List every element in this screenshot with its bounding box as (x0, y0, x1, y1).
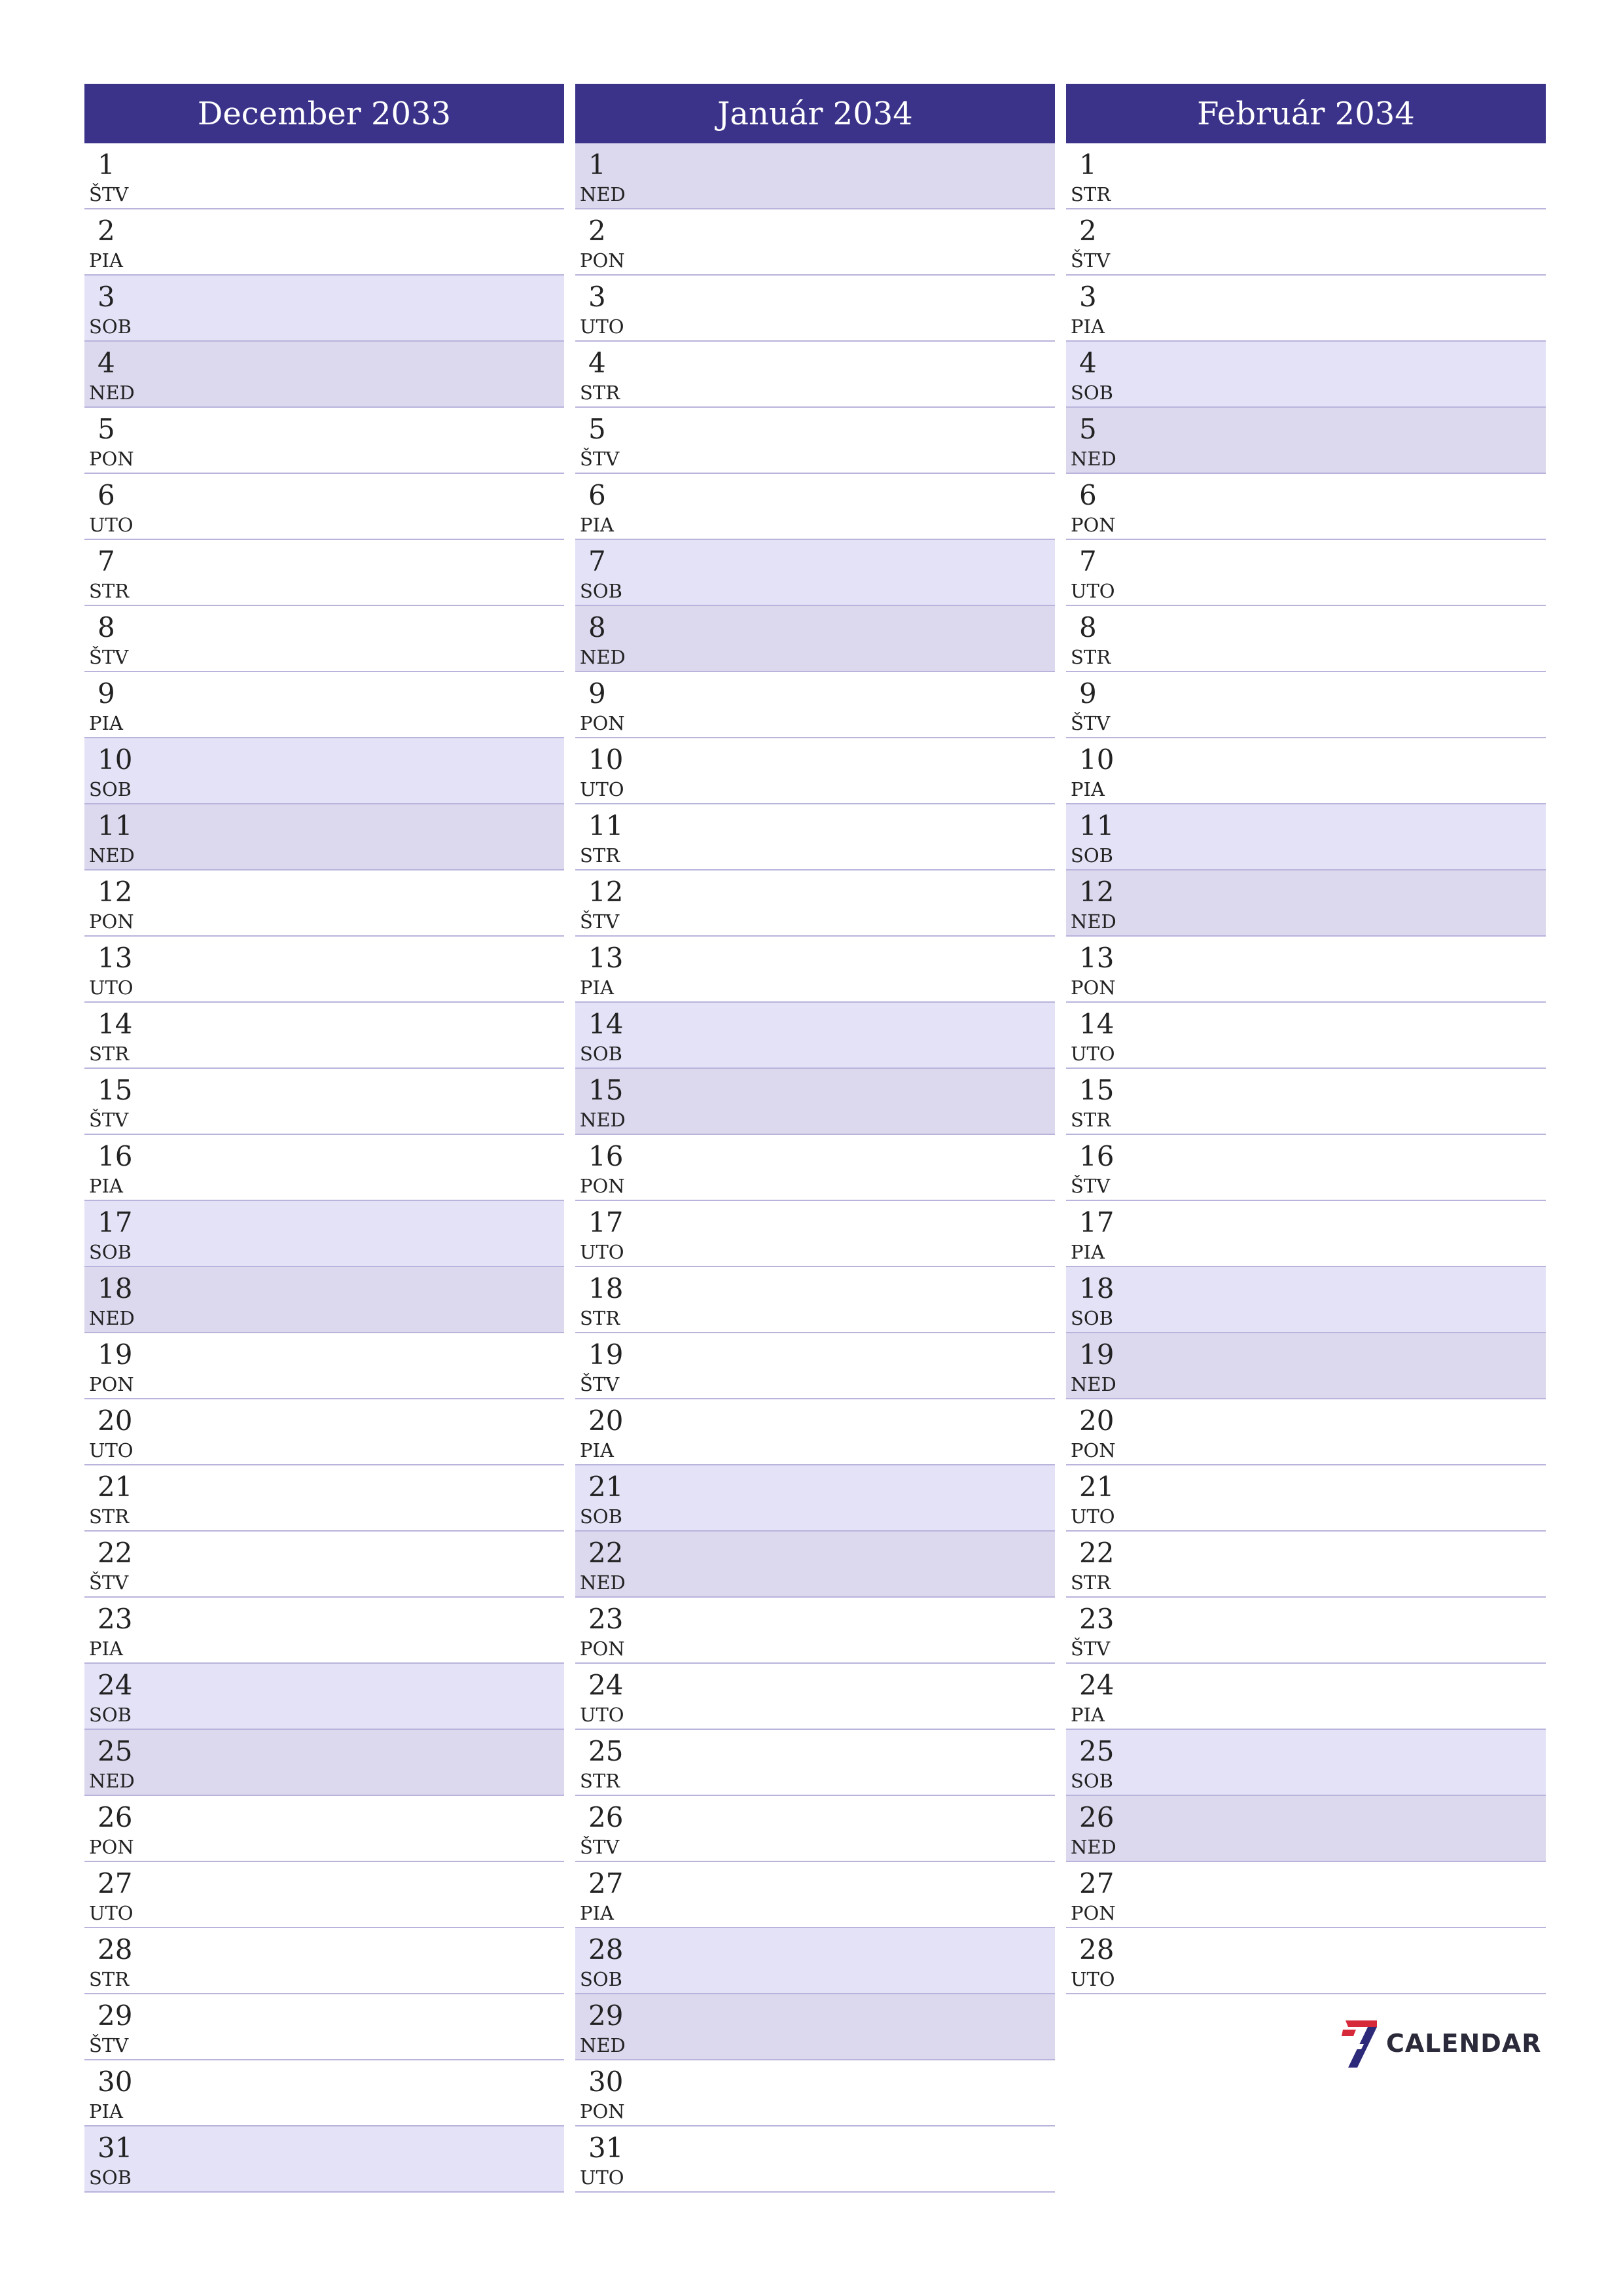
day-number: 22 (588, 1537, 624, 1569)
weekday-label: NED (580, 183, 626, 206)
weekday-label: STR (89, 580, 130, 602)
day-number: 17 (98, 1206, 133, 1238)
day-number: 29 (98, 2000, 133, 2032)
day-row[interactable] (575, 1267, 1055, 1333)
day-number: 19 (98, 1338, 133, 1371)
day-row[interactable] (84, 870, 564, 937)
weekday-label: NED (1071, 448, 1116, 470)
weekday-label: PIA (580, 514, 614, 536)
weekday-label: ŠTV (89, 2034, 129, 2056)
day-row[interactable] (575, 672, 1055, 738)
day-row[interactable] (575, 1664, 1055, 1730)
weekday-label: STR (1071, 183, 1111, 206)
day-number: 27 (1079, 1867, 1115, 1899)
day-number: 13 (98, 942, 133, 974)
weekday-label: PIA (89, 712, 123, 734)
day-number: 14 (588, 1008, 624, 1040)
weekday-label: ŠTV (1071, 712, 1111, 734)
weekday-label: SOB (1071, 844, 1113, 867)
weekday-label: SOB (89, 1704, 132, 1726)
month-title: December 2033 (84, 84, 564, 143)
weekday-label: SOB (89, 315, 132, 338)
weekday-label: PIA (580, 977, 614, 999)
day-number: 11 (98, 810, 133, 842)
day-row[interactable] (575, 1862, 1055, 1928)
seven-logo-icon (1342, 2018, 1380, 2069)
day-row[interactable] (84, 1796, 564, 1862)
day-row[interactable] (575, 1796, 1055, 1862)
day-number: 11 (1079, 810, 1115, 842)
day-row[interactable] (1066, 1399, 1546, 1465)
day-row[interactable] (84, 606, 564, 672)
weekday-label: UTO (580, 1704, 624, 1726)
day-row[interactable] (84, 804, 564, 870)
day-number: 8 (588, 611, 606, 643)
day-row[interactable] (1066, 408, 1546, 474)
day-row[interactable] (1066, 209, 1546, 276)
day-number: 21 (1079, 1471, 1115, 1503)
day-number: 28 (588, 1933, 624, 1965)
day-row[interactable] (1066, 937, 1546, 1003)
day-row[interactable] (1066, 143, 1546, 209)
weekday-label: UTO (1071, 1505, 1115, 1528)
weekday-label: PON (1071, 514, 1116, 536)
day-number: 1 (588, 149, 606, 181)
day-row[interactable] (84, 2060, 564, 2126)
day-number: 21 (588, 1471, 624, 1503)
weekday-label: PIA (1071, 778, 1105, 800)
logo-text: CALENDAR (1386, 2029, 1542, 2058)
day-row[interactable] (1066, 1598, 1546, 1664)
day-number: 18 (98, 1272, 133, 1304)
day-number: 16 (1079, 1140, 1115, 1172)
day-row[interactable] (575, 540, 1055, 606)
day-number: 12 (588, 876, 624, 908)
day-row[interactable] (84, 1069, 564, 1135)
weekday-label: SOB (580, 580, 622, 602)
day-row[interactable] (84, 672, 564, 738)
weekday-label: SOB (1071, 1307, 1113, 1329)
day-row[interactable] (575, 1399, 1055, 1465)
weekday-label: NED (1071, 910, 1116, 933)
day-row[interactable] (575, 1928, 1055, 1994)
day-row[interactable] (1066, 1664, 1546, 1730)
weekday-label: SOB (89, 1241, 132, 1263)
day-number: 7 (588, 545, 606, 577)
weekday-label: NED (580, 1571, 626, 1594)
day-row[interactable] (575, 209, 1055, 276)
day-row[interactable] (575, 804, 1055, 870)
weekday-label: PON (89, 1373, 134, 1395)
day-number: 9 (1079, 677, 1097, 709)
day-number: 7 (1079, 545, 1097, 577)
weekday-label: UTO (89, 1902, 134, 1924)
day-row[interactable] (84, 540, 564, 606)
day-number: 2 (98, 215, 115, 247)
weekday-label: UTO (1071, 580, 1115, 602)
weekday-label: SOB (580, 1043, 622, 1065)
day-number: 6 (588, 479, 606, 511)
weekday-label: NED (580, 2034, 626, 2056)
day-number: 26 (98, 1801, 133, 1833)
weekday-label: UTO (580, 315, 624, 338)
day-number: 2 (588, 215, 606, 247)
day-row[interactable] (1066, 1333, 1546, 1399)
day-row[interactable] (575, 474, 1055, 540)
weekday-label: PIA (1071, 315, 1105, 338)
day-row[interactable] (1066, 1862, 1546, 1928)
day-row[interactable] (575, 2126, 1055, 2193)
day-number: 5 (588, 413, 606, 445)
day-number: 18 (1079, 1272, 1115, 1304)
weekday-label: UTO (1071, 1968, 1115, 1990)
weekday-label: UTO (89, 514, 134, 536)
day-row[interactable] (575, 143, 1055, 209)
day-number: 30 (98, 2066, 133, 2098)
weekday-label: STR (580, 1307, 620, 1329)
day-number: 14 (1079, 1008, 1115, 1040)
weekday-label: PIA (1071, 1241, 1105, 1263)
day-number: 10 (1079, 744, 1115, 776)
day-number: 3 (98, 281, 115, 313)
month-column-january (575, 84, 1055, 2193)
weekday-label: STR (580, 1770, 620, 1792)
day-row[interactable] (84, 474, 564, 540)
day-row[interactable] (1066, 870, 1546, 937)
weekday-label: PON (89, 1836, 134, 1858)
day-row[interactable] (1066, 342, 1546, 408)
day-number: 12 (98, 876, 133, 908)
day-row[interactable] (575, 1465, 1055, 1532)
weekday-label: SOB (580, 1968, 622, 1990)
day-row[interactable] (1066, 474, 1546, 540)
day-row[interactable] (1066, 1003, 1546, 1069)
brand-logo (1342, 2017, 1542, 2070)
day-number: 23 (98, 1603, 133, 1635)
day-row[interactable] (84, 408, 564, 474)
weekday-label: PON (89, 448, 134, 470)
weekday-label: PON (580, 249, 625, 272)
day-row[interactable] (575, 1730, 1055, 1796)
day-row[interactable] (1066, 1201, 1546, 1267)
day-row[interactable] (84, 143, 564, 209)
day-number: 18 (588, 1272, 624, 1304)
day-number: 27 (98, 1867, 133, 1899)
day-row[interactable] (575, 1003, 1055, 1069)
weekday-label: ŠTV (580, 1836, 620, 1858)
weekday-label: SOB (1071, 382, 1113, 404)
day-number: 2 (1079, 215, 1097, 247)
day-number: 10 (588, 744, 624, 776)
weekday-label: PON (580, 1175, 625, 1197)
day-row[interactable] (84, 1003, 564, 1069)
weekday-label: PON (580, 2100, 625, 2123)
weekday-label: UTO (580, 2166, 624, 2189)
weekday-label: PON (1071, 1902, 1116, 1924)
weekday-label: NED (89, 1770, 135, 1792)
day-number: 22 (1079, 1537, 1115, 1569)
day-row[interactable] (575, 2060, 1055, 2126)
weekday-label: PON (89, 910, 134, 933)
weekday-label: PIA (89, 2100, 123, 2123)
day-row[interactable] (1066, 1928, 1546, 1994)
day-row[interactable] (84, 1333, 564, 1399)
weekday-label: PIA (89, 1638, 123, 1660)
day-number: 4 (588, 347, 606, 379)
day-number: 25 (588, 1735, 624, 1767)
day-row[interactable] (84, 1201, 564, 1267)
day-number: 4 (98, 347, 115, 379)
weekday-label: ŠTV (89, 1109, 129, 1131)
day-row[interactable] (1066, 606, 1546, 672)
weekday-label: PIA (1071, 1704, 1105, 1726)
day-number: 6 (98, 479, 115, 511)
day-number: 15 (1079, 1074, 1115, 1106)
day-row[interactable] (1066, 804, 1546, 870)
day-number: 28 (98, 1933, 133, 1965)
weekday-label: PON (1071, 1439, 1116, 1462)
day-row[interactable] (1066, 1730, 1546, 1796)
day-number: 13 (1079, 942, 1115, 974)
day-row[interactable] (84, 276, 564, 342)
day-row[interactable] (84, 1532, 564, 1598)
day-number: 22 (98, 1537, 133, 1569)
month-column-december (84, 84, 564, 2193)
day-row[interactable] (1066, 1267, 1546, 1333)
day-number: 21 (98, 1471, 133, 1503)
weekday-label: UTO (89, 977, 134, 999)
day-number: 5 (1079, 413, 1097, 445)
day-number: 29 (588, 2000, 624, 2032)
day-number: 7 (98, 545, 115, 577)
weekday-label: PON (1071, 977, 1116, 999)
day-list (84, 143, 564, 2193)
weekday-label: SOB (580, 1505, 622, 1528)
weekday-label: SOB (89, 778, 132, 800)
month-column-february (1066, 84, 1546, 1994)
day-row[interactable] (575, 937, 1055, 1003)
day-row[interactable] (1066, 1465, 1546, 1532)
day-number: 5 (98, 413, 115, 445)
day-row[interactable] (575, 342, 1055, 408)
day-row[interactable] (84, 1730, 564, 1796)
day-row[interactable] (84, 1862, 564, 1928)
day-number: 10 (98, 744, 133, 776)
day-number: 9 (588, 677, 606, 709)
day-number: 23 (1079, 1603, 1115, 1635)
weekday-label: PIA (580, 1902, 614, 1924)
weekday-label: ŠTV (89, 1571, 129, 1594)
day-row[interactable] (1066, 1796, 1546, 1862)
day-row[interactable] (1066, 1069, 1546, 1135)
day-row[interactable] (575, 1333, 1055, 1399)
day-row[interactable] (575, 1069, 1055, 1135)
day-number: 16 (588, 1140, 624, 1172)
day-number: 23 (588, 1603, 624, 1635)
day-number: 24 (98, 1669, 133, 1701)
weekday-label: UTO (89, 1439, 134, 1462)
weekday-label: ŠTV (89, 183, 129, 206)
day-row[interactable] (575, 1135, 1055, 1201)
day-row[interactable] (84, 1994, 564, 2060)
weekday-label: STR (580, 844, 620, 867)
day-number: 1 (1079, 149, 1097, 181)
weekday-label: STR (89, 1505, 130, 1528)
day-number: 14 (98, 1008, 133, 1040)
day-number: 20 (1079, 1405, 1115, 1437)
day-row[interactable] (84, 937, 564, 1003)
day-row[interactable] (84, 1267, 564, 1333)
weekday-label: UTO (1071, 1043, 1115, 1065)
weekday-label: STR (1071, 646, 1111, 668)
day-row[interactable] (575, 870, 1055, 937)
weekday-label: PON (580, 712, 625, 734)
day-list (575, 143, 1055, 2193)
day-number: 15 (588, 1074, 624, 1106)
day-row[interactable] (84, 1465, 564, 1532)
day-number: 20 (588, 1405, 624, 1437)
day-number: 13 (588, 942, 624, 974)
day-number: 3 (588, 281, 606, 313)
day-number: 28 (1079, 1933, 1115, 1965)
day-number: 31 (588, 2132, 624, 2164)
day-number: 17 (588, 1206, 624, 1238)
day-number: 15 (98, 1074, 133, 1106)
day-number: 3 (1079, 281, 1097, 313)
day-row[interactable] (575, 276, 1055, 342)
day-number: 8 (98, 611, 115, 643)
weekday-label: ŠTV (580, 1373, 620, 1395)
weekday-label: ŠTV (1071, 1175, 1111, 1197)
weekday-label: PIA (89, 1175, 123, 1197)
weekday-label: SOB (1071, 1770, 1113, 1792)
day-row[interactable] (1066, 1135, 1546, 1201)
day-number: 9 (98, 677, 115, 709)
day-row[interactable] (84, 209, 564, 276)
day-row[interactable] (84, 1598, 564, 1664)
day-row[interactable] (84, 1399, 564, 1465)
weekday-label: STR (1071, 1571, 1111, 1594)
weekday-label: NED (89, 382, 135, 404)
month-title: Január 2034 (575, 84, 1055, 143)
day-number: 8 (1079, 611, 1097, 643)
weekday-label: PON (580, 1638, 625, 1660)
day-row[interactable] (84, 342, 564, 408)
day-row[interactable] (84, 1135, 564, 1201)
day-number: 26 (1079, 1801, 1115, 1833)
weekday-label: ŠTV (1071, 249, 1111, 272)
day-number: 11 (588, 810, 624, 842)
day-row[interactable] (1066, 672, 1546, 738)
day-row[interactable] (575, 1598, 1055, 1664)
weekday-label: PIA (89, 249, 123, 272)
day-row[interactable] (575, 1532, 1055, 1598)
weekday-label: STR (89, 1968, 130, 1990)
weekday-label: PIA (580, 1439, 614, 1462)
weekday-label: NED (89, 1307, 135, 1329)
weekday-label: NED (580, 646, 626, 668)
weekday-label: ŠTV (1071, 1638, 1111, 1660)
day-row[interactable] (84, 2126, 564, 2193)
weekday-label: SOB (89, 2166, 132, 2189)
day-number: 20 (98, 1405, 133, 1437)
weekday-label: NED (1071, 1836, 1116, 1858)
day-row[interactable] (84, 738, 564, 804)
weekday-label: STR (89, 1043, 130, 1065)
day-row[interactable] (575, 738, 1055, 804)
day-row[interactable] (575, 606, 1055, 672)
weekday-label: STR (1071, 1109, 1111, 1131)
day-row[interactable] (1066, 276, 1546, 342)
day-number: 12 (1079, 876, 1115, 908)
day-row[interactable] (1066, 1532, 1546, 1598)
weekday-label: ŠTV (580, 910, 620, 933)
weekday-label: NED (580, 1109, 626, 1131)
day-number: 19 (1079, 1338, 1115, 1371)
day-number: 17 (1079, 1206, 1115, 1238)
day-row[interactable] (84, 1928, 564, 1994)
day-number: 30 (588, 2066, 624, 2098)
weekday-label: ŠTV (580, 448, 620, 470)
day-number: 24 (1079, 1669, 1115, 1701)
month-title: Február 2034 (1066, 84, 1546, 143)
day-number: 25 (98, 1735, 133, 1767)
day-list (1066, 143, 1546, 1994)
weekday-label: NED (89, 844, 135, 867)
day-number: 24 (588, 1669, 624, 1701)
day-number: 19 (588, 1338, 624, 1371)
weekday-label: NED (1071, 1373, 1116, 1395)
day-row[interactable] (1066, 540, 1546, 606)
day-row[interactable] (84, 1664, 564, 1730)
day-number: 1 (98, 149, 115, 181)
day-number: 26 (588, 1801, 624, 1833)
day-row[interactable] (575, 1201, 1055, 1267)
weekday-label: ŠTV (89, 646, 129, 668)
day-number: 31 (98, 2132, 133, 2164)
day-row[interactable] (1066, 738, 1546, 804)
day-number: 27 (588, 1867, 624, 1899)
day-number: 4 (1079, 347, 1097, 379)
day-row[interactable] (575, 1994, 1055, 2060)
weekday-label: UTO (580, 1241, 624, 1263)
weekday-label: UTO (580, 778, 624, 800)
day-number: 6 (1079, 479, 1097, 511)
weekday-label: STR (580, 382, 620, 404)
day-row[interactable] (575, 408, 1055, 474)
day-number: 16 (98, 1140, 133, 1172)
day-number: 25 (1079, 1735, 1115, 1767)
